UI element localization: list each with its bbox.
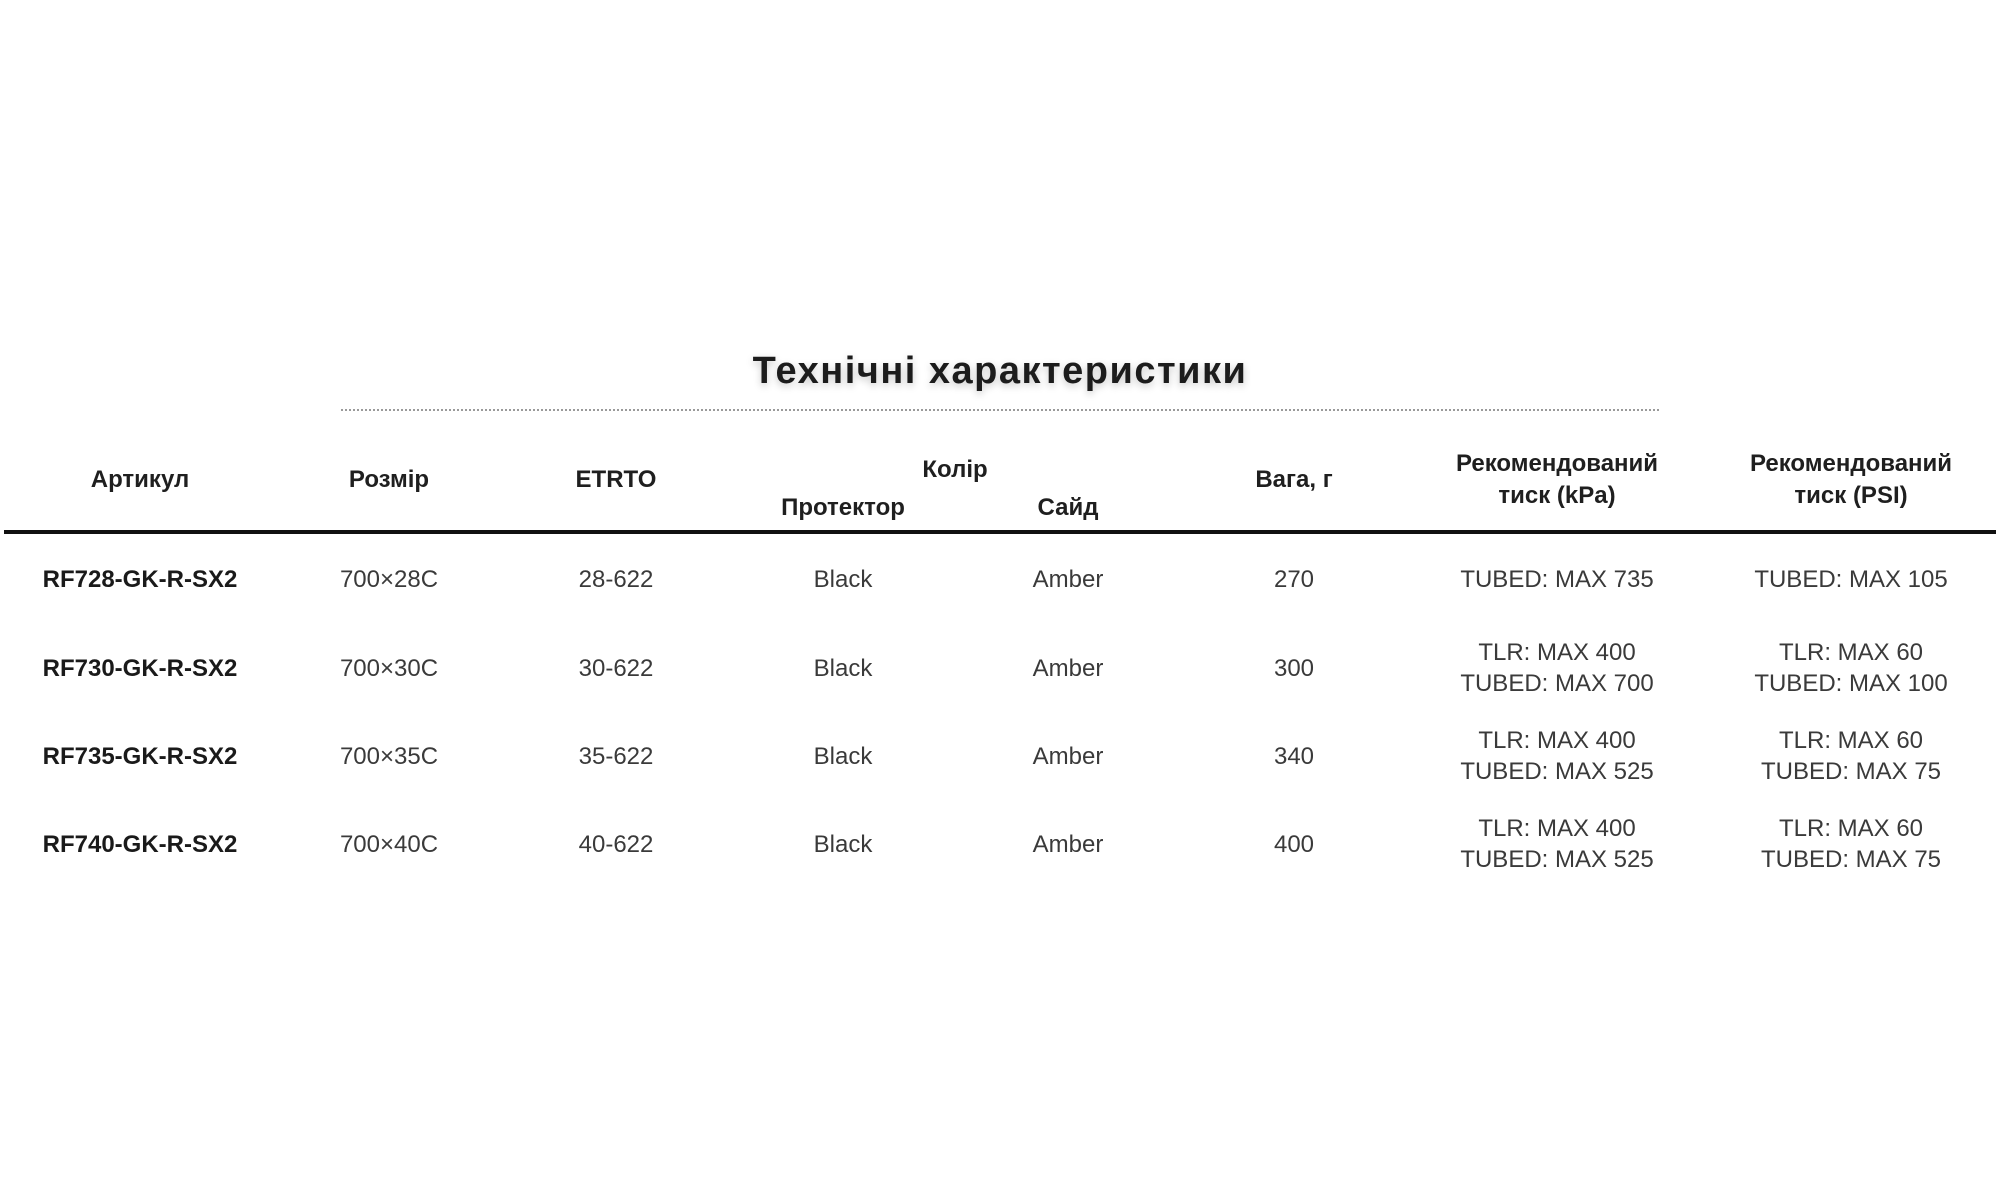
table-header xyxy=(4,430,1996,532)
cell-etrto: 40-622 xyxy=(578,830,654,858)
header-pressure-kpa-line2: тиск (kPa) xyxy=(1498,482,1616,509)
cell-tread: Black xyxy=(813,654,873,682)
cell-pressure-kpa xyxy=(1408,532,1706,624)
header-pressure-kpa-line1: Рекомендований xyxy=(1455,450,1659,477)
pressure-kpa-line: TUBED: MAX 525 xyxy=(1460,758,1654,785)
pressure-kpa-line: TLR: MAX 400 xyxy=(1478,815,1636,842)
header-pressure-psi-line2: тиск (PSI) xyxy=(1794,482,1908,509)
cell-weight: 270 xyxy=(1273,565,1315,593)
cell-etrto: 30-622 xyxy=(578,654,654,682)
cell-size: 700×30C xyxy=(339,654,439,682)
pressure-kpa-line: TUBED: MAX 735 xyxy=(1460,565,1654,593)
cell-size: 700×35C xyxy=(339,742,439,770)
pressure-psi-line: TUBED: MAX 75 xyxy=(1760,846,1942,873)
cell-side: Amber xyxy=(1032,654,1104,682)
header-weight: Вага, г xyxy=(1180,430,1408,532)
header-side: Сайд xyxy=(956,486,1180,532)
table-row xyxy=(4,532,1996,624)
cell-weight: 300 xyxy=(1273,654,1315,682)
pressure-psi-line: TUBED: MAX 100 xyxy=(1754,670,1948,697)
pressure-kpa-line: TUBED: MAX 700 xyxy=(1460,670,1654,697)
cell-pressure-kpa xyxy=(1408,712,1706,800)
pressure-psi-line: TLR: MAX 60 xyxy=(1778,639,1924,666)
table-row xyxy=(4,624,1996,712)
header-pressure-psi xyxy=(1706,430,1996,532)
cell-side: Amber xyxy=(1032,830,1104,858)
cell-pressure-kpa xyxy=(1408,800,1706,888)
dotted-divider xyxy=(341,409,1659,411)
table-body xyxy=(4,532,1996,888)
cell-size: 700×28C xyxy=(339,565,439,593)
table-row xyxy=(4,800,1996,888)
cell-weight: 400 xyxy=(1273,830,1315,858)
cell-tread: Black xyxy=(813,830,873,858)
cell-pressure-psi xyxy=(1706,532,1996,624)
pressure-psi-line: TLR: MAX 60 xyxy=(1778,815,1924,842)
cell-sku: RF728-GK-R-SX2 xyxy=(42,565,238,593)
cell-size: 700×40C xyxy=(339,830,439,858)
pressure-psi-line: TUBED: MAX 75 xyxy=(1760,758,1942,785)
cell-tread: Black xyxy=(813,742,873,770)
pressure-kpa-line: TLR: MAX 400 xyxy=(1478,727,1636,754)
header-tread: Протектор xyxy=(730,486,956,532)
header-size: Розмір xyxy=(276,430,502,532)
cell-weight: 340 xyxy=(1273,742,1315,770)
cell-pressure-psi xyxy=(1706,712,1996,800)
section-title: Технічні характеристики xyxy=(752,350,1248,393)
cell-sku: RF735-GK-R-SX2 xyxy=(42,742,238,770)
cell-etrto: 28-622 xyxy=(578,565,654,593)
cell-etrto: 35-622 xyxy=(578,742,654,770)
header-pressure-psi-line1: Рекомендований xyxy=(1749,450,1953,477)
pressure-kpa-line: TLR: MAX 400 xyxy=(1478,639,1636,666)
cell-pressure-kpa xyxy=(1408,624,1706,712)
cell-sku: RF740-GK-R-SX2 xyxy=(42,830,238,858)
cell-sku: RF730-GK-R-SX2 xyxy=(42,654,238,682)
cell-pressure-psi xyxy=(1706,800,1996,888)
cell-tread: Black xyxy=(813,565,873,593)
cell-pressure-psi xyxy=(1706,624,1996,712)
header-color: Колір xyxy=(922,456,988,483)
header-etrto: ETRTO xyxy=(502,430,730,532)
header-sku: Артикул xyxy=(4,430,276,532)
pressure-psi-line: TUBED: MAX 105 xyxy=(1754,565,1948,593)
pressure-psi-line: TLR: MAX 60 xyxy=(1778,727,1924,754)
cell-side: Amber xyxy=(1032,742,1104,770)
header-pressure-kpa xyxy=(1408,430,1706,532)
cell-side: Amber xyxy=(1032,565,1104,593)
pressure-kpa-line: TUBED: MAX 525 xyxy=(1460,846,1654,873)
table-row xyxy=(4,712,1996,800)
specifications-table xyxy=(4,430,1996,888)
